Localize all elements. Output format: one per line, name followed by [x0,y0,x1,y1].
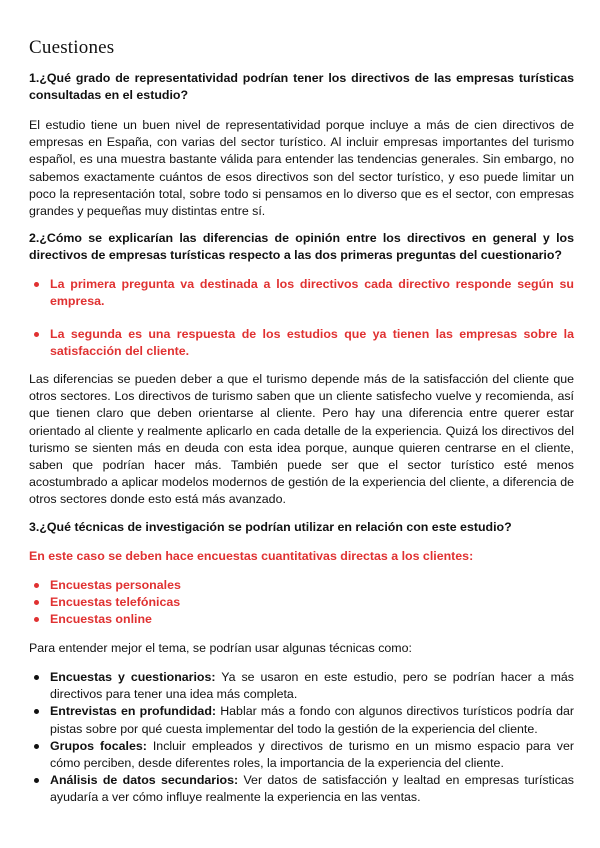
bullet-icon [34,675,39,680]
page-title: Cuestiones [29,37,115,58]
list-item: Análisis de datos secundarios: Ver datos de satisfacción y lealtad en empresas turísticas ayudaría a ver cómo influye realmente la experiencia en las ventas. [29,772,574,806]
list-item: Encuestas personales [29,577,574,594]
red-intro: En este caso se deben hace encuestas cuantitativas directas a los clientes: [29,549,474,563]
red-bullet-list-2 [29,326,574,360]
list-item: Grupos focales: Incluir empleados y directivos de turismo en un mismo espacio para ver cómo perciben, desde diferentes roles, la importancia de la experiencia del cliente. [29,738,574,772]
answer-1: El estudio tiene un buen nivel de representatividad porque incluye a más de cien directivos de empresas en España, con varias del sector turístico. Al incluir empresas importantes del turismo español, es una muestra bastante válida para entender las tendencias generales. Sin embargo, no sabemos exactamente cuántos de esos directivos son del sector turístico, y eso puede limitar un poco la representación total, sobre todo si pensamos en lo diverso que es el sector, con empresas grandes y pequeñas muy distintas entre sí. [29,118,574,219]
survey-types-list [29,577,574,629]
bullet-icon [34,709,39,714]
list-item: Encuestas telefónicas [29,594,574,611]
bullet-icon [34,617,39,622]
question-1: 1.¿Qué grado de representatividad podrían tener los directivos de las empresas turísticas consultadas en el estudio? [29,71,574,103]
list-item: Encuestas y cuestionarios: Ya se usaron en este estudio, pero se podrían hacer a más directivos para tener una idea más completa. [29,669,574,703]
bullet-icon [34,778,39,783]
question-2: 2.¿Cómo se explicarían las diferencias de opinión entre los directivos en general y los directivos de empresas turísticas respecto a las dos primeras preguntas del cuestionario? [29,231,574,263]
techniques-list [29,669,574,807]
bullet-icon [34,583,39,588]
bullet-icon [34,332,39,337]
bullet-icon [34,600,39,605]
bullet-icon [34,282,39,287]
list-item: La segunda es una respuesta de los estudios que ya tienen las empresas sobre la satisfacción del cliente. [29,326,574,360]
techniques-lead: Para entender mejor el tema, se podrían usar algunas técnicas como: [29,641,412,655]
answer-2: Las diferencias se pueden deber a que el turismo depende más de la satisfacción del cliente que otros sectores. Los directivos de turismo saben que un cliente satisfecho vuelve y recomienda, así que tienen claro que deben orientarse al cliente. Pero hay una diferencia entre querer estar orientado al cliente y realmente aplicarlo en cada detalle de la experiencia. Quizá los directivos del turismo se sienten más en deuda con esta idea porque, aunque quieren centrarse en el cliente, saben que podrían hacer más. También puede ser que el sector turístico esté menos acostumbrado a aplicar modelos modernos de gestión de la experiencia del cliente, a diferencia de otros sectores donde esto está más avanzado. [29,372,574,507]
red-bullet-list-1 [29,276,574,310]
list-item: La primera pregunta va destinada a los directivos cada directivo responde según su empresa. [29,276,574,310]
question-3: 3.¿Qué técnicas de investigación se podrían utilizar en relación con este estudio? [29,520,512,534]
bullet-icon [34,744,39,749]
list-item: Encuestas online [29,611,574,628]
list-item: Entrevistas en profundidad: Hablar más a fondo con algunos directivos turísticos podría dar pistas sobre por qué cuesta implementar del todo la gestión de la experiencia del cliente. [29,703,574,737]
